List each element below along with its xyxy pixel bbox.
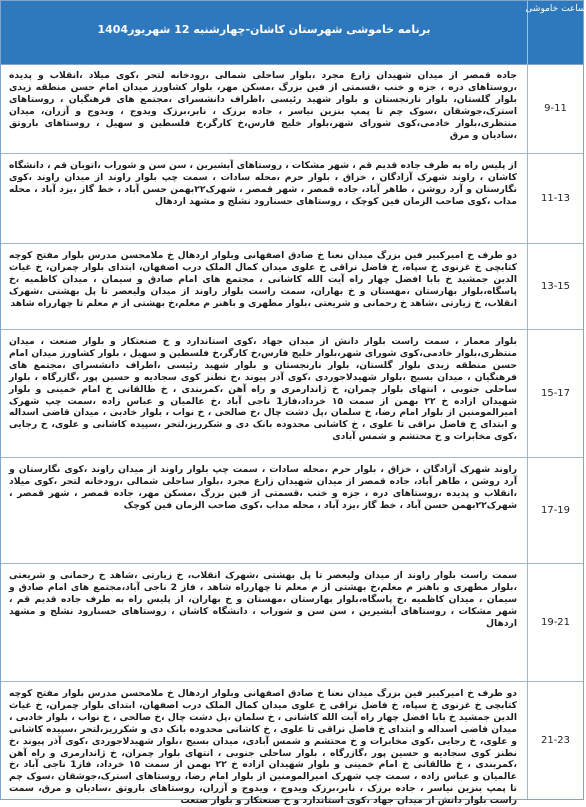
row-areas: دو طرف خ امیرکبیر فین بزرگ میدان نعنا خ صادق اصفهانی وبلوار اردهال خ ملامحسن مدرس بلوار مفتح کوچه کتابچی خ غزنوی خ سپاه، خ فاضل نراقی خ علوی میدان کمال الملک درب اصفهان، ابتدای بلوار چمران، خ غیاث الدین جمشید خ بابا افضل چهار راه آیت الله کاشانی ، مجتمع های امام صادق و سیمان ، میدان کاظمیه ،خ پاسگاه،بلوار بهارستان ،مهستان و خ بهاران، سمت راست بلوار راوند از میدان ولیعصر تا پل بهشتی ،شهرک انقلاب، خ زیارتی ،شاهد خ رحمانی و شریعتی ،بلوار مطهری و باهنر م معلم،خ بهشتی از م معلم تا چهارراه شاهد (9, 250, 517, 309)
row-time: 13-15 (527, 244, 583, 329)
row-areas: راوند شهرک آزادگان ، خزاق ، بلوار حرم ،محله سادات ، سمت چپ بلوار راوند از میدان راوند ،کوی نگارستان و آرد روشن ، طاهر آباد، جاده قمصر از میدان شهیدان زارع مجرد ،بلوار ساحلی شمالی ،رودخانه لتحر ،کوی میلاد ،انقلاب و پدیده ،روستاهای دره ، جزه و خنب ،قسمتی از فین بزرگ ،مسکن مهر، جاده قمصر ، شهر قمصر ، شهرک۲۲بهمن حسن آباد ، خط گاز ،یزد آباد ، محله مداب ،کوی صاحب الزمان فین کوچک (9, 464, 517, 511)
table-row (1, 682, 583, 807)
row-time: 9-11 (527, 64, 583, 153)
row-time: 17-19 (527, 458, 583, 563)
row-areas: سمت راست بلوار راوند از میدان ولیعصر تا پل بهشتی ،شهرک انقلاب، خ زیارتی ،شاهد خ رحمانی و شریعتی ،بلوار مطهری و باهنر م معلم،خ بهشتی از م معلم تا چهارراه شاهد ، فاز 2 ناجی آباد،مجتمع های امام صادق و سیمان ، میدان کاظمیه ،خ پاسگاه،بلوار بهارستان ،مهستان و خ بهاران، از پلیس راه به طرف جاده قدیم قم ، شهر مشکات ، روستاهای آبشیرین ، سن سن و شوراب ، دانشگاه کاشان ، روستاهای حسنارود نشلج و مشهد اردهال (9, 570, 517, 629)
row-areas: بلوار معمار ، سمت راست بلوار دانش از میدان جهاد ،کوی استاندارد و خ صنعتکار و بلوار صنعت ، میدان منتظری،بلوار خادمی،کوی شورای شهر،بلوار خلیج فارس،خ کارگر،خ فلسطین و سهیل ، بلوار کشاورز میدان امام حسن منطقه زیدی بلوار گلستان، بلوار نارنجستان و بلوار شهید رئیسی ،اطراف دانشسرای ،مجتمع های فرهنگیان ، میدان بسیج ،بلوار شهیدلاجوردی ،کوی آذر پیوند ،خ نطنز کوی سجادیه و حسین پور ،گازرگاه ، بلوار ساحلی جنوبی ، انتهای بلوار چمران، خ ژاندارمری و راه آهن ،کمربندی ، خ طالقانی خ امام خمینی و بلوار شهیدان ازاده خ ۲۲ بهمن از سمت ۱۵ خرداد،فاز1 ناجی آباد ،خ عالمیان و عباس زاده ،سمت چپ شهرک امیرالمومنین از بلوار امام رضا، خ سلمان ،پل دشت چال ،خ صالحی ، خ نواب ، بلوار خادبی ، میدان قاضی اسداله و ابتدای خ فاضل نراقی تا علوی ، خ کاشانی محدوده بانک دی و شکرریز،لتحر ،سپیده کاشانی و علوی، خ رجایی ،کوی مخابرات و خ محتشم و شمس آبادی (9, 336, 518, 443)
row-time: 15-17 (527, 330, 583, 457)
table-row (1, 244, 583, 330)
table-row (1, 564, 583, 682)
row-time: 11-13 (527, 154, 583, 243)
table-row (1, 458, 583, 564)
row-areas: جاده قمصر از میدان شهیدان زارع مجرد ،بلوار ساحلی شمالی ،رودخانه لتحر ،کوی میلاد ،انقلاب و پدیده ،روستاهای دره ، جزه و خنب ،قسمتی از فین بزرگ ،مسکن مهر، بلوار کشاورز میدان امام حسن منطقه زیدی بلوار گلستان، بلوار نارنجستان و بلوار شهید رئیسی ،اطراف دانشسرای ،مجتمع های فرهنگیان ، روستاهای استرک،جوشقان ،سوک چم تا پمپ بنزین نیاسر ، جاده برزک ، نابر،برزک ویدوج ، ویدوج و آزران، میدان منتظری،بلوار خادمی،کوی شورای شهر،بلوار خلیج فارس،خ کارگر،خ فلسطین و سهیل ، روستاهای باروتق ،سادیان و مرق (9, 70, 517, 141)
row-time: 19-21 (527, 564, 583, 681)
table-row (1, 64, 583, 154)
table-header (1, 1, 586, 65)
header-time-label: ساعت خاموشی (527, 1, 583, 64)
row-time: 21-23 (527, 682, 583, 799)
table-row (1, 330, 583, 458)
table-row (1, 154, 583, 244)
row-areas: از پلیس راه به طرف جاده قدیم قم ، شهر مشکات ، روستاهای آبشیرین ، سن سن و شوراب ،اتوبان قم ، دانشگاه کاشان ، راوند شهرک آزادگان ، خزاق ، بلوار حرم ،محله سادات ، سمت چپ بلوار راوند از میدان راوند ،کوی نگارستان و آرد روشن ، طاهر آباد، جاده قمصر ، شهر قمصر ، شهرک۲۲بهمن حسن آباد ، خط گاز ،یزد آباد ، محله مداب ،کوی صاحب الزمان فین کوچک ، روستاهای حسنارود نشلج و مشهد اردهال (9, 160, 517, 207)
row-areas: دو طرف خ امیرکبیر فین بزرگ میدان نعنا خ صادق اصفهانی وبلوار اردهال خ ملامحسن مدرس بلوار مفتح کوچه کتابچی خ غزنوی خ سپاه، خ فاضل نراقی خ علوی میدان کمال الملک درب اصفهان، ابتدای بلوار چمران، خ غیاث الدین جمشید خ بابا افضل چهار راه آیت الله کاشانی ، خ سلمان ،پل دشت چال ،خ صالحی ، خ نواب ، بلوار خادبی ، میدان قاضی اسداله و ابتدای خ فاضل نراقی تا علوی ، خ کاشانی محدوده بانک دی و شکرریز،لتحر ،سپیده کاشانی و علوی، خ رجایی ،کوی مخابرات و خ محتشم و شمس آبادی، میدان بسیج ،بلوار شهیدلاجوردی ،کوی آذر پیوند ،خ نطنز کوی سجادیه و حسین پور ،گازرگاه ، بلوار ساحلی جنوبی ، انتهای بلوار چمران، خ ژاندارمری و راه آهن ،کمربندی ، خ طالقانی خ امام خمینی و بلوار شهیدان ازاده خ ۲۲ بهمن از سمت ۱۵ خرداد، فاز1 ناجی آباد ،خ عالمیان و عباس زاده ، سمت چپ شهرک امیرالمومنین از بلوار امام رضا، روستاهای استرک،جوشقان ،سوک چم تا پمپ بنزین نیاسر ، جاده برزک ، نابر،برزک ویدوج ، ویدوج و آزران، روستاهای باروتق ،سادیان و مرق، سمت راست بلوار دانش از میدان جهاد ،کوی استاندارد و خ صنعتکار و بلوار صنعت (9, 688, 517, 807)
header-title: برنامه خاموشی شهرستان کاشان-چهارشنبه 12 شهریور1404 (97, 23, 431, 36)
